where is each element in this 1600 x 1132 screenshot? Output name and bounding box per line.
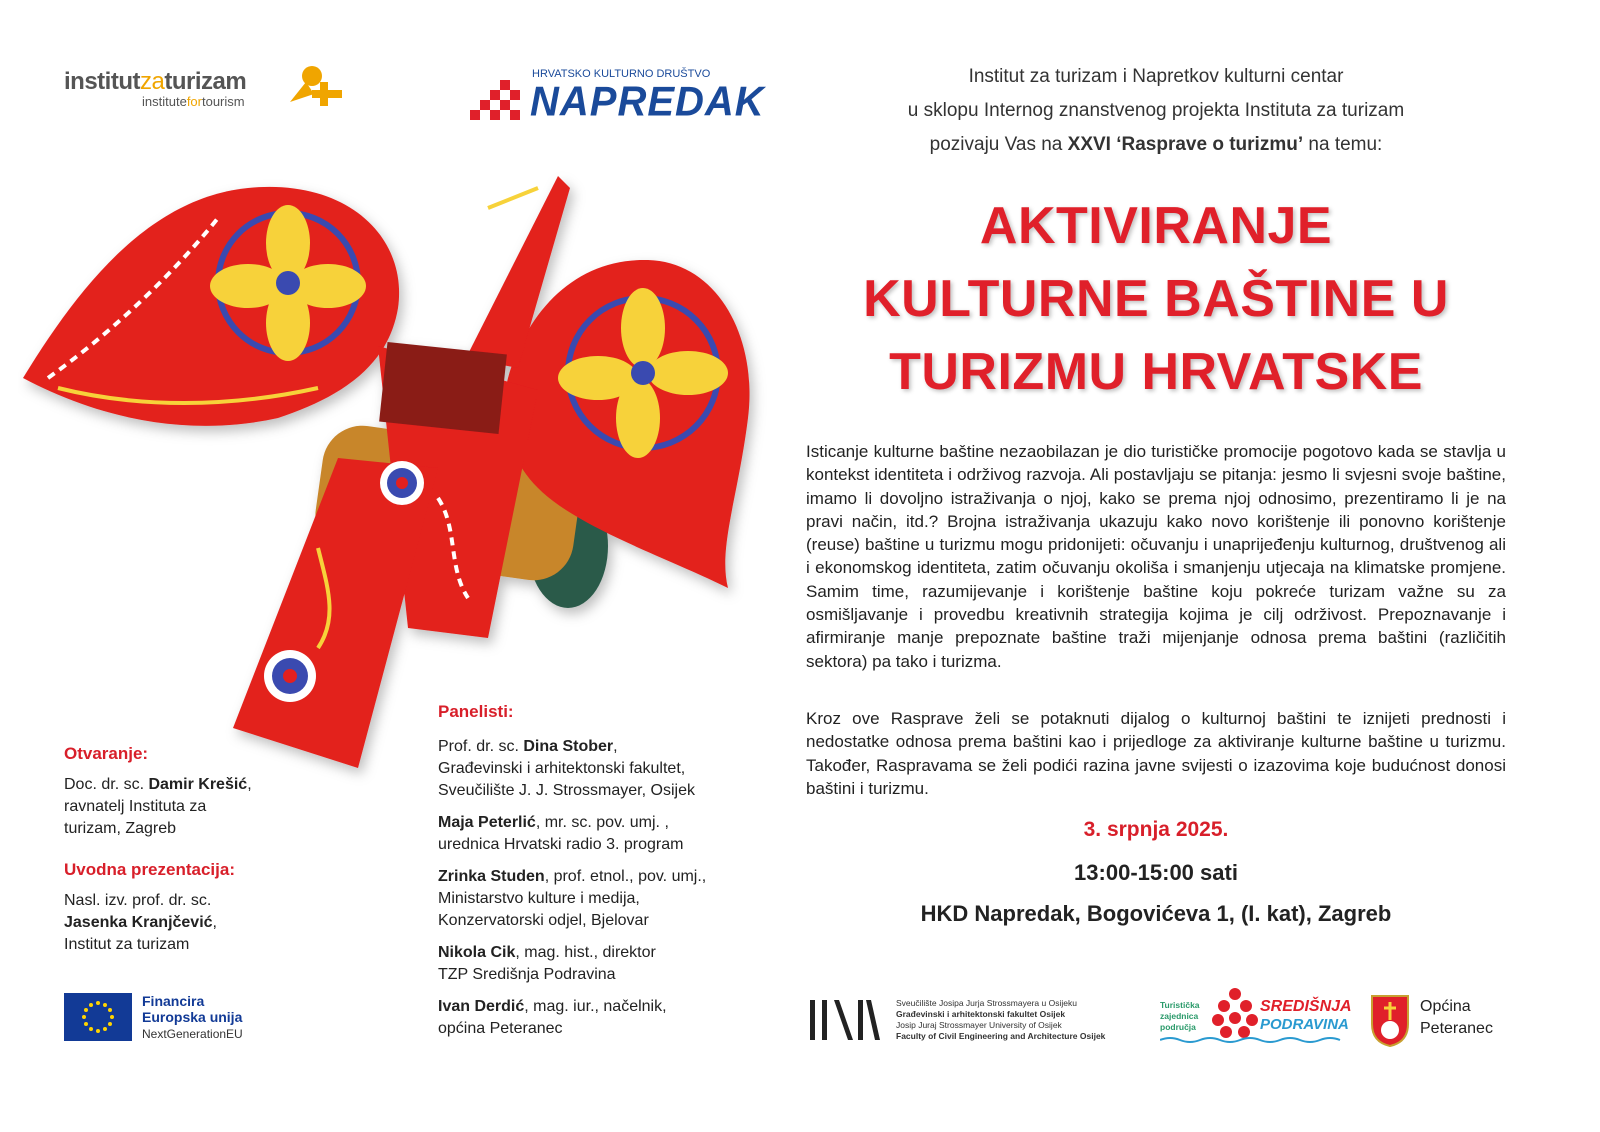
- panelist-item: Nikola Cik, mag. hist., direktor TZP Središnja Podravina: [438, 944, 656, 983]
- municipality-label-1: Općina: [1420, 998, 1471, 1015]
- opening-title: Doc. dr. sc.: [64, 776, 149, 793]
- tz-label-3: područja: [1160, 1022, 1196, 1032]
- institut-za-turizam-logo: [64, 68, 364, 128]
- body-paragraph-2: Kroz ove Rasprave želi se potaknuti dijalog o kulturnoj baštini te iznijeti prednosti i nedostatke odnosa prema baštini kao i prijedloge za aktiviranje kulturne baštine u turizmu. Također, Raspravama se želi podići razina javne svijesti o izazovima koje budućnost donosi baštini i turizmu.: [806, 709, 1506, 798]
- napredak-name: NAPREDAK: [530, 78, 765, 126]
- napredak-logo: [470, 68, 765, 128]
- eu-label-nextgen: NextGenerationEU: [142, 1027, 243, 1041]
- faculty-line-2: Građevinski i arhitektonski fakultet Osijek: [896, 1009, 1066, 1019]
- title-line-3: TURIZMU HRVATSKE: [889, 343, 1423, 401]
- panelist-name: Ivan Derdić: [438, 998, 525, 1015]
- event-place: HKD Napredak, Bogovićeva 1, (I. kat), Zagreb: [920, 901, 1392, 926]
- intro-speaker-org: Institut za turizam: [64, 936, 190, 953]
- faculty-line-1: Sveučilište Josipa Jurja Strossmayera u Osijeku: [896, 998, 1077, 1008]
- panelist-item: Zrinka Studen, prof. etnol., pov. umj., Ministarstvo kulture i medija, Konzervatorski odjel, Bjelovar: [438, 868, 707, 929]
- faculty-line-3: Josip Juraj Strossmayer University of Osijek: [896, 1020, 1062, 1030]
- folk-bird-illustration: [18, 168, 798, 788]
- panelist-name: Maja Peterlić: [438, 814, 536, 831]
- opening-speaker-name: Damir Krešić: [148, 776, 248, 793]
- tz-label-1: Turistička: [1160, 1000, 1200, 1010]
- event-series-name: XXVI ‘Rasprave o turizmu’: [1067, 134, 1304, 155]
- intro-speaker-title: Nasl. izv. prof. dr. sc.: [64, 892, 212, 909]
- intro-line-1: Institut za turizam i Napretkov kulturni centar: [968, 66, 1344, 87]
- body-paragraph-1: Isticanje kulturne baštine nezaobilazan je dio turističke promocije pogotovo kada se stavlja u kontekst identiteta i održivog razvoja. Ali postavljaju se pitanja: jesmo li svjesni svoje baštine, imamo li dovoljno istraživanja o njoj, kako se prema njoj odnosimo, prezentiramo li je na pravi način, itd.? Brojna istraživanja ukazuju kako novo korištenje ili ponovno korištenje (reuse) baštine u turizmu mogu pridonijeti: očuvanju i unaprijeđenju kulturnog, društvenog ali i ekonomskog identiteta, zatim očuvanju okoliša i smanjenju utjecaja na klimatske promjene. Samim time, razumijevanje i korištenje baštine koju pokreće turizam važne su za osmišljavanje i provedbu kreativnih strategija kojima je cilj održivost. Prepoznavanje i afirmiranje manje prepoznate baštine traži mijenjanje odnosa prema baštini (različitih sektora) pa tako i turizma.: [806, 442, 1506, 671]
- logo-text-za: za: [139, 68, 165, 95]
- logo-text-turizam: turizam: [164, 68, 247, 95]
- logo-text-institut: institut: [64, 68, 140, 95]
- logo-sub-for: for: [186, 94, 202, 109]
- tz-name-2: PODRAVINA: [1260, 1016, 1349, 1033]
- coat-of-arms-icon: [1370, 994, 1410, 1048]
- event-time: 13:00-15:00 sati: [1074, 860, 1238, 885]
- panelist-item: Prof. dr. sc. Dina Stober, Građevinski i arhitektonski fakultet, Sveučilište J. J. Strossmayer, Osijek: [438, 738, 695, 799]
- tourist-board-logo: [1160, 986, 1350, 1046]
- opening-role: ravnatelj Instituta za: [64, 798, 207, 815]
- event-date: 3. srpnja 2025.: [1083, 818, 1229, 841]
- eu-funding-logo: [64, 993, 284, 1043]
- tz-label-2: zajednica: [1160, 1011, 1199, 1021]
- napredak-society-label: HRVATSKO KULTURNO DRUŠTVO: [532, 68, 711, 80]
- body-rosette: [380, 461, 424, 505]
- opening-section: Otvaranje: Doc. dr. sc. Damir Krešić, ravnatelj Instituta za turizam, Zagreb: [64, 744, 304, 840]
- title-line-1: AKTIVIRANJE: [979, 197, 1333, 255]
- center-band: [379, 342, 507, 434]
- tz-name-1: SREDIŠNJA: [1260, 998, 1352, 1015]
- tail-rosette: [264, 650, 316, 702]
- faculty-line-4: Faculty of Civil Engineering and Architecture Osijek: [896, 1031, 1106, 1041]
- intro-presentation-section: Uvodna prezentacija: Nasl. izv. prof. dr. sc. Jasenka Kranjčević, Institut za turizam: [64, 860, 304, 956]
- intro-presentation-heading: Uvodna prezentacija:: [64, 860, 235, 879]
- panelist-name: Dina Stober: [523, 738, 614, 755]
- invitation-intro: [806, 60, 1506, 162]
- wave-icon: [1160, 1036, 1350, 1044]
- left-wing: [23, 187, 399, 426]
- intro-speaker-name: Jasenka Kranjčević: [64, 914, 213, 931]
- panelist-item: Ivan Derdić, mag. iur., načelnik, općina Peteranec: [438, 998, 667, 1037]
- logo-sub-tourism: tourism: [201, 94, 245, 109]
- title-line-2: KULTURNE BAŠTINE U: [863, 270, 1449, 328]
- page-title: [806, 190, 1506, 409]
- intro-line-3: pozivaju Vas na XXVI ‘Rasprave o turizmu’ na temu:: [929, 134, 1383, 155]
- municipality-label-2: Peteranec: [1420, 1020, 1493, 1037]
- faculty-logo: [808, 996, 1138, 1046]
- logo-sub-institute: institute: [142, 94, 187, 109]
- iz-mark-icon: [282, 64, 352, 108]
- opening-heading: Otvaranje:: [64, 744, 149, 763]
- eu-label-union: Europska unija: [142, 1009, 243, 1025]
- checkerboard-icon: [470, 80, 520, 124]
- panelist-item: Maja Peterlić, mr. sc. pov. umj. , urednica Hrvatski radio 3. program: [438, 814, 684, 853]
- panelist-name: Zrinka Studen: [438, 868, 545, 885]
- panelists-section: [438, 702, 778, 1050]
- eu-flag-icon: [64, 993, 132, 1041]
- municipality-logo: [1370, 994, 1510, 1050]
- intro-line-2: u sklopu Internog znanstvenog projekta Instituta za turizam: [907, 100, 1405, 121]
- opening-org: turizam, Zagreb: [64, 820, 177, 837]
- faculty-mark-icon: [808, 1000, 880, 1040]
- panelist-name: Nikola Cik: [438, 944, 516, 961]
- panelists-heading: Panelisti:: [438, 702, 514, 721]
- eu-label-financira: Financira: [142, 993, 205, 1009]
